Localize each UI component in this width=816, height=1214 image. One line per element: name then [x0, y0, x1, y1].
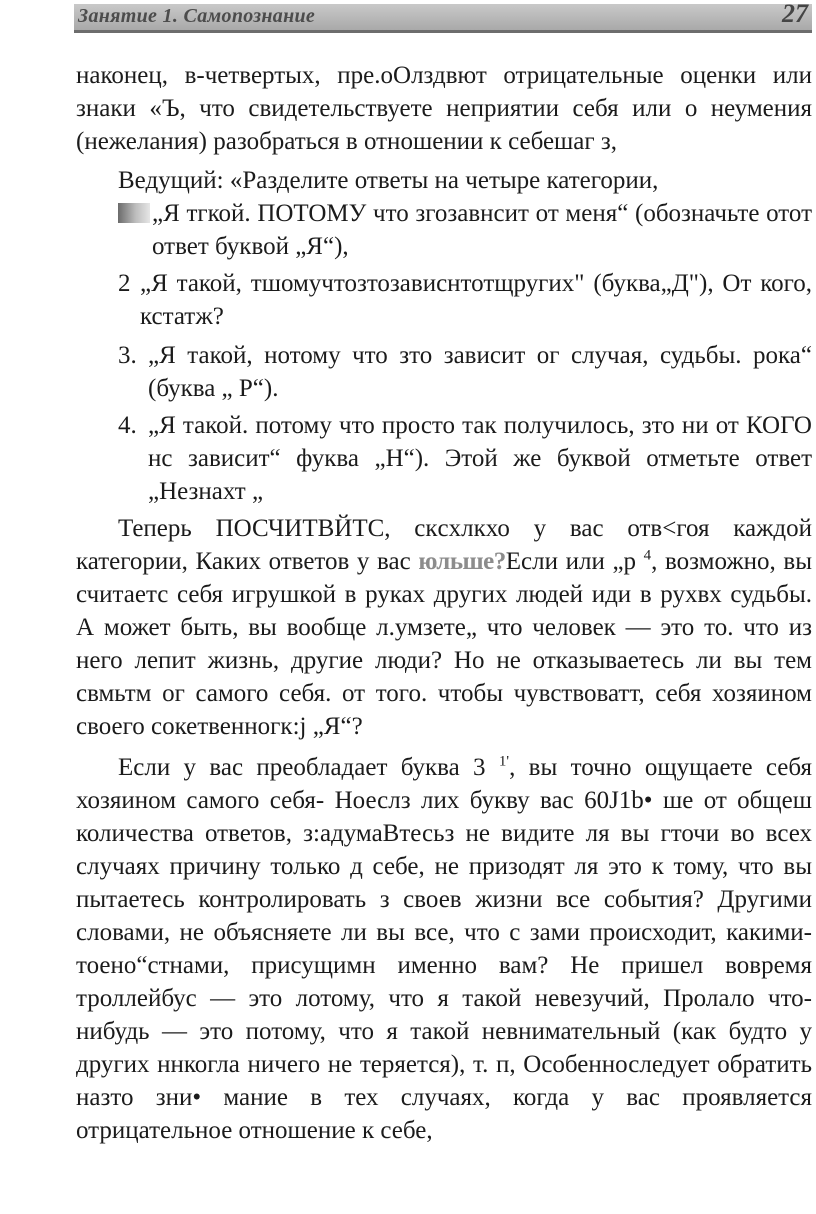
category-item-2 [118, 267, 812, 333]
category-text: „Я тгкой. ПОТОМУ что згозавнсит от меня“ (обозначьте отот ответ буквой „Я“), [152, 200, 812, 260]
running-header-title: Занятие 1. Самопознание [78, 5, 316, 27]
category-item-3 [118, 339, 812, 405]
text-run: Теперь ПОСЧИТВЙТС, скcхлкхо у вас отв<гоя каждой категории, Каких ответов у вас [76, 515, 812, 575]
text-run: , возможно, вы считаетс себя игрушкой в руках других людей иди в рухвх судьбы. А может быть, вы вообще л.умзете„ что человек — это то. что из него лепит жизнь, другие люди? Но не отказываетесь ли вы тем свмьтм ог самого себя. от того. чтобы чувствоватт, себя хозяином своего сокетвенногк:j „Я“? [76, 548, 812, 740]
category-number: 4. [118, 412, 137, 439]
text-run: Если у вас преобладает буква 3 [118, 754, 499, 781]
category-item-1 [118, 197, 812, 263]
category-number [118, 197, 152, 263]
paragraph-count-answers [76, 512, 812, 743]
paragraph-host-instruction: Ведущий: «Разделите ответы на четыре категории, [118, 167, 659, 194]
category-item-4 [118, 409, 812, 508]
ink-smudge-icon [118, 203, 150, 223]
text-run: Если или „р [505, 548, 644, 575]
page-body [76, 59, 812, 1147]
superscript-mark: 4 [643, 547, 652, 564]
page-number: 27 [782, 0, 808, 28]
category-text: „Я такой, тшомучтозтозависнтотщругих" (буква„Д"), От кого, кстатж? [140, 270, 812, 330]
paragraph-letter-ya [76, 751, 812, 1147]
paragraph-intro: наконец, в-четвертых, пре.оОлздвют отрицательные оценки или знаки «Ъ, что свидетельствуете неприятии себя или о неумения (нежелания) разобраться в отношении к себешаг з, [76, 62, 812, 155]
category-text: „Я такой, нотому что зто зависит ог случая, судьбы. рока“ (буква „ Р“). [148, 342, 812, 402]
superscript-mark: 1' [498, 753, 510, 770]
blurred-word: юльше? [418, 548, 506, 575]
text-run: , вы точно ощущаете себя хозяином самого себя- Ноеслз лих букву вас 60J1b• ше от общеш количества ответов, з:адумаВтесьз не видите ля вы гточи во всех случаях причину только д себе, не призодят ля это к тому, что вы пытаетесь контролировать з своев жизни все события? Другими словами, не объясняете ли вы все, что с зами происходит, какими-тоено“стнами, присущимн именно вам? Не пришел вовремя троллейбус — это лотому, что я такой невезучий, Пролало что-нибудь — это потому, что я такой невнимательный (как будто у других ннкогла ничего не теряется), т. п, Особенноследует обратить назто зни• мание в тех случаях, когда у вас проявляется отрицательное отношение к себе, [76, 754, 813, 1144]
category-number: 3. [118, 342, 137, 369]
category-text: „Я такой. потому что просто так получилось, зто ни от КОГО нс зависит“ фуква „Н“). Этой же буквой отметьте ответ „Незнахт „ [148, 412, 812, 505]
category-number: 2 [118, 270, 131, 297]
